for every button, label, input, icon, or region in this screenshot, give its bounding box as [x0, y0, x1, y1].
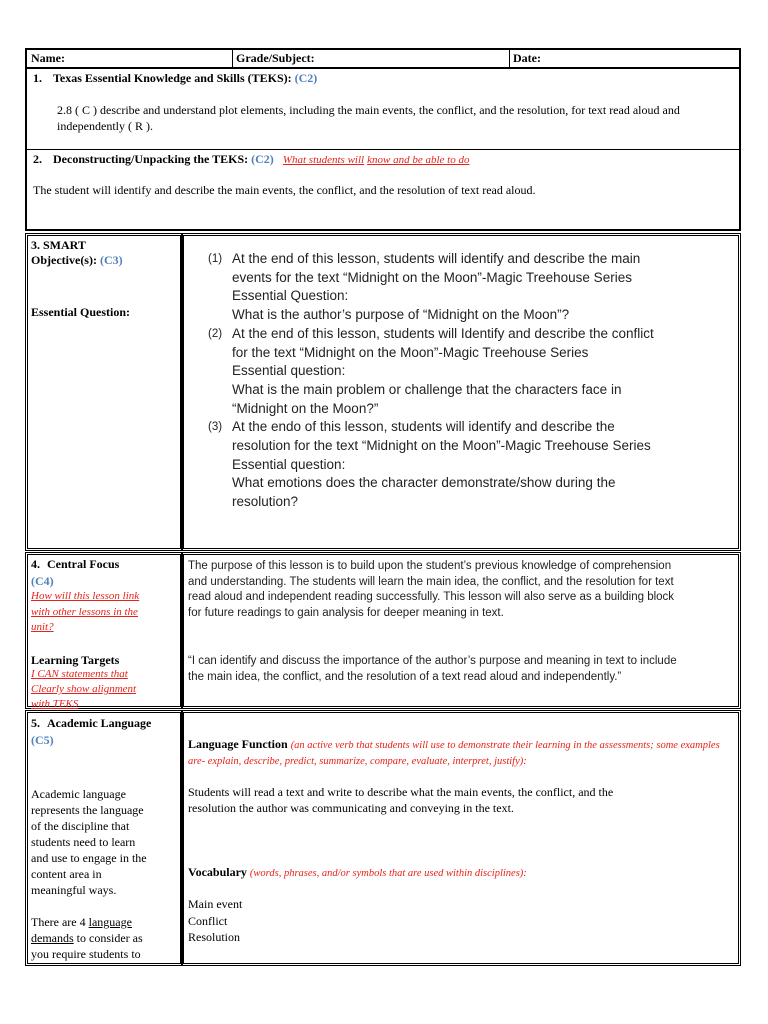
section-number: 4.	[31, 557, 40, 571]
central-focus-text	[188, 559, 736, 621]
learning-targets-note-line: with TEKS	[31, 698, 79, 710]
objective-line: events for the text “Midnight on the Moon”-Magic Treehouse Series	[232, 269, 632, 285]
learning-target-text	[188, 654, 736, 685]
language-function-line: resolution the author was communicating and conveying in the text.	[188, 801, 514, 815]
section-central-focus-content-cell	[181, 552, 741, 709]
essential-question-label: Essential Question:	[31, 305, 131, 319]
objective-item	[208, 418, 728, 512]
central-focus-line: and understanding. The students will learn the main idea, the conflict, and the resolution for text	[188, 575, 674, 588]
section-smart-objectives-cell	[181, 233, 741, 551]
teks-text: 2.8 ( C ) describe and understand plot elements, including the main events, the conflict, and the resolution, for text read aloud and independently ( R ).	[57, 103, 680, 133]
language-function-block	[188, 737, 733, 769]
objective-line: for the text “Midnight on the Moon”-Magic Treehouse Series	[232, 344, 589, 360]
vocabulary-item: Conflict	[188, 913, 228, 928]
vocabulary-item: Resolution	[188, 930, 241, 944]
language-function-text	[188, 784, 733, 816]
section-number: 3.	[31, 238, 40, 252]
section-title: Academic Language	[47, 716, 152, 730]
objective-line: Essential Question:	[232, 288, 349, 304]
learning-targets-note-line: I CAN statements that	[31, 668, 128, 680]
academic-language-line: and use to engage in the	[31, 851, 147, 865]
section-deconstructing-heading	[33, 152, 469, 168]
section-central-focus-heading	[31, 557, 119, 572]
vocabulary-heading	[188, 865, 733, 881]
objective-item	[208, 325, 728, 419]
learning-targets-note-line: Clearly show alignment	[31, 683, 137, 695]
academic-language-line: students need to learn	[31, 835, 136, 849]
vocabulary-item: Main event	[188, 897, 243, 911]
objective-line: What is the author’s purpose of “Midnight on the Moon”?	[232, 307, 570, 323]
central-focus-line: for future readings to gain analysis for deeper meaning in text.	[188, 606, 504, 619]
objective-line: At the end of this lesson, students will Identify and describe the conflict	[232, 325, 654, 341]
section-title: Texas Essential Knowledge and Skills (TEKS):	[53, 71, 292, 85]
objective-number: (1)	[208, 253, 223, 265]
date-label: Date:	[513, 51, 541, 65]
central-focus-note-line: with other lessons in the	[31, 605, 138, 618]
demands-link-text: demands	[31, 931, 74, 945]
academic-language-line: represents the language	[31, 803, 144, 817]
objective-line: resolution for the text “Midnight on the Moon”-Magic Treehouse Series	[232, 438, 651, 454]
section-note: What students will	[282, 154, 365, 166]
section-title: Objective(s):	[31, 253, 97, 267]
language-function-note: (an active verb that students will use to demonstrate their learning in the assessments; some examples are- explain, describe, predict, summarize, compare, evaluate, interpret, justify):	[188, 740, 720, 767]
central-focus-note	[31, 589, 139, 636]
section-note: know and be able to do	[367, 154, 470, 166]
section-number: 5.	[31, 716, 40, 730]
academic-language-line: of the discipline that	[31, 819, 130, 833]
grade-subject-label: Grade/Subject:	[236, 51, 315, 65]
name-label: Name:	[31, 51, 65, 65]
objective-number: (2)	[208, 327, 223, 340]
learning-target-line: the main idea, the conflict, and the resolution of a text read aloud and independently.”	[188, 670, 622, 683]
objectives-list	[208, 250, 728, 512]
central-focus-note-line: unit?	[31, 621, 54, 633]
objective-line: resolution?	[232, 494, 299, 510]
central-focus-note-line: How will this lesson link	[31, 590, 140, 602]
section-code: (C2)	[251, 152, 274, 166]
demands-text: to consider as	[76, 931, 143, 945]
academic-language-line: Academic language	[31, 787, 126, 801]
header-row	[25, 48, 741, 69]
objective-line: Essential question:	[232, 363, 346, 379]
section-academic-language-label-cell	[25, 710, 183, 966]
section-smart-heading	[31, 238, 123, 268]
section-code: (C4)	[31, 574, 54, 588]
objective-line: Essential question:	[232, 456, 346, 472]
central-focus-line: The purpose of this lesson is to build upon the student’s previous knowledge of comprehension	[188, 560, 672, 572]
language-demands-text	[31, 914, 183, 962]
objective-line: What is the main problem or challenge that the characters face in	[232, 381, 622, 397]
objective-line: At the end of this lesson, students will identify and describe the main	[232, 251, 641, 266]
objective-number: (3)	[208, 421, 223, 434]
academic-language-line: meaningful ways.	[31, 883, 117, 897]
section-teks	[25, 68, 741, 150]
section-academic-language-heading	[31, 716, 151, 731]
section-title: SMART	[43, 238, 86, 252]
section-academic-language-content-cell	[181, 710, 741, 966]
objective-item	[208, 250, 728, 325]
language-function-label: Language Function	[188, 737, 288, 751]
demands-text: you require students to	[31, 947, 141, 961]
objective-line: “Midnight on the Moon?”	[232, 400, 379, 416]
section-central-focus-label-cell	[25, 552, 183, 709]
section-code: (C5)	[31, 733, 54, 747]
objective-line: What emotions does the character demonstrate/show during the	[232, 475, 616, 491]
section-number: 1.	[33, 71, 42, 85]
learning-targets-note	[31, 667, 136, 712]
learning-target-line: “I can identify and discuss the importance of the author’s purpose and meaning in text to include	[188, 655, 677, 667]
vocabulary-note: (words, phrases, and/or symbols that are used within disciplines):	[249, 868, 527, 879]
section-number: 2.	[33, 152, 42, 166]
learning-targets-label: Learning Targets	[31, 653, 120, 667]
section-code: (C3)	[99, 253, 123, 267]
section-smart-label-cell	[25, 233, 183, 551]
section-teks-heading	[33, 71, 317, 86]
academic-language-line: content area in	[31, 867, 102, 881]
demands-text: There are 4	[31, 915, 86, 929]
section-code: (C2)	[294, 71, 318, 85]
language-function-line: Students will read a text and write to describe what the main events, the conflict, and the	[188, 785, 614, 799]
vocabulary-list	[188, 896, 242, 946]
section-deconstructing	[25, 149, 741, 231]
section-title: Deconstructing/Unpacking the TEKS:	[53, 152, 249, 166]
deconstructing-text: The student will identify and describe the main events, the conflict, and the resolution of text read aloud.	[33, 183, 536, 197]
academic-language-description	[31, 786, 147, 898]
vocabulary-label: Vocabulary	[188, 865, 247, 879]
demands-link-text: language	[88, 915, 132, 929]
section-title: Central Focus	[47, 557, 120, 571]
objective-line: At the endo of this lesson, students will identify and describe the	[232, 419, 615, 435]
central-focus-line: read aloud and independent reading successfully. This lesson will also serve as a building block	[188, 591, 675, 603]
